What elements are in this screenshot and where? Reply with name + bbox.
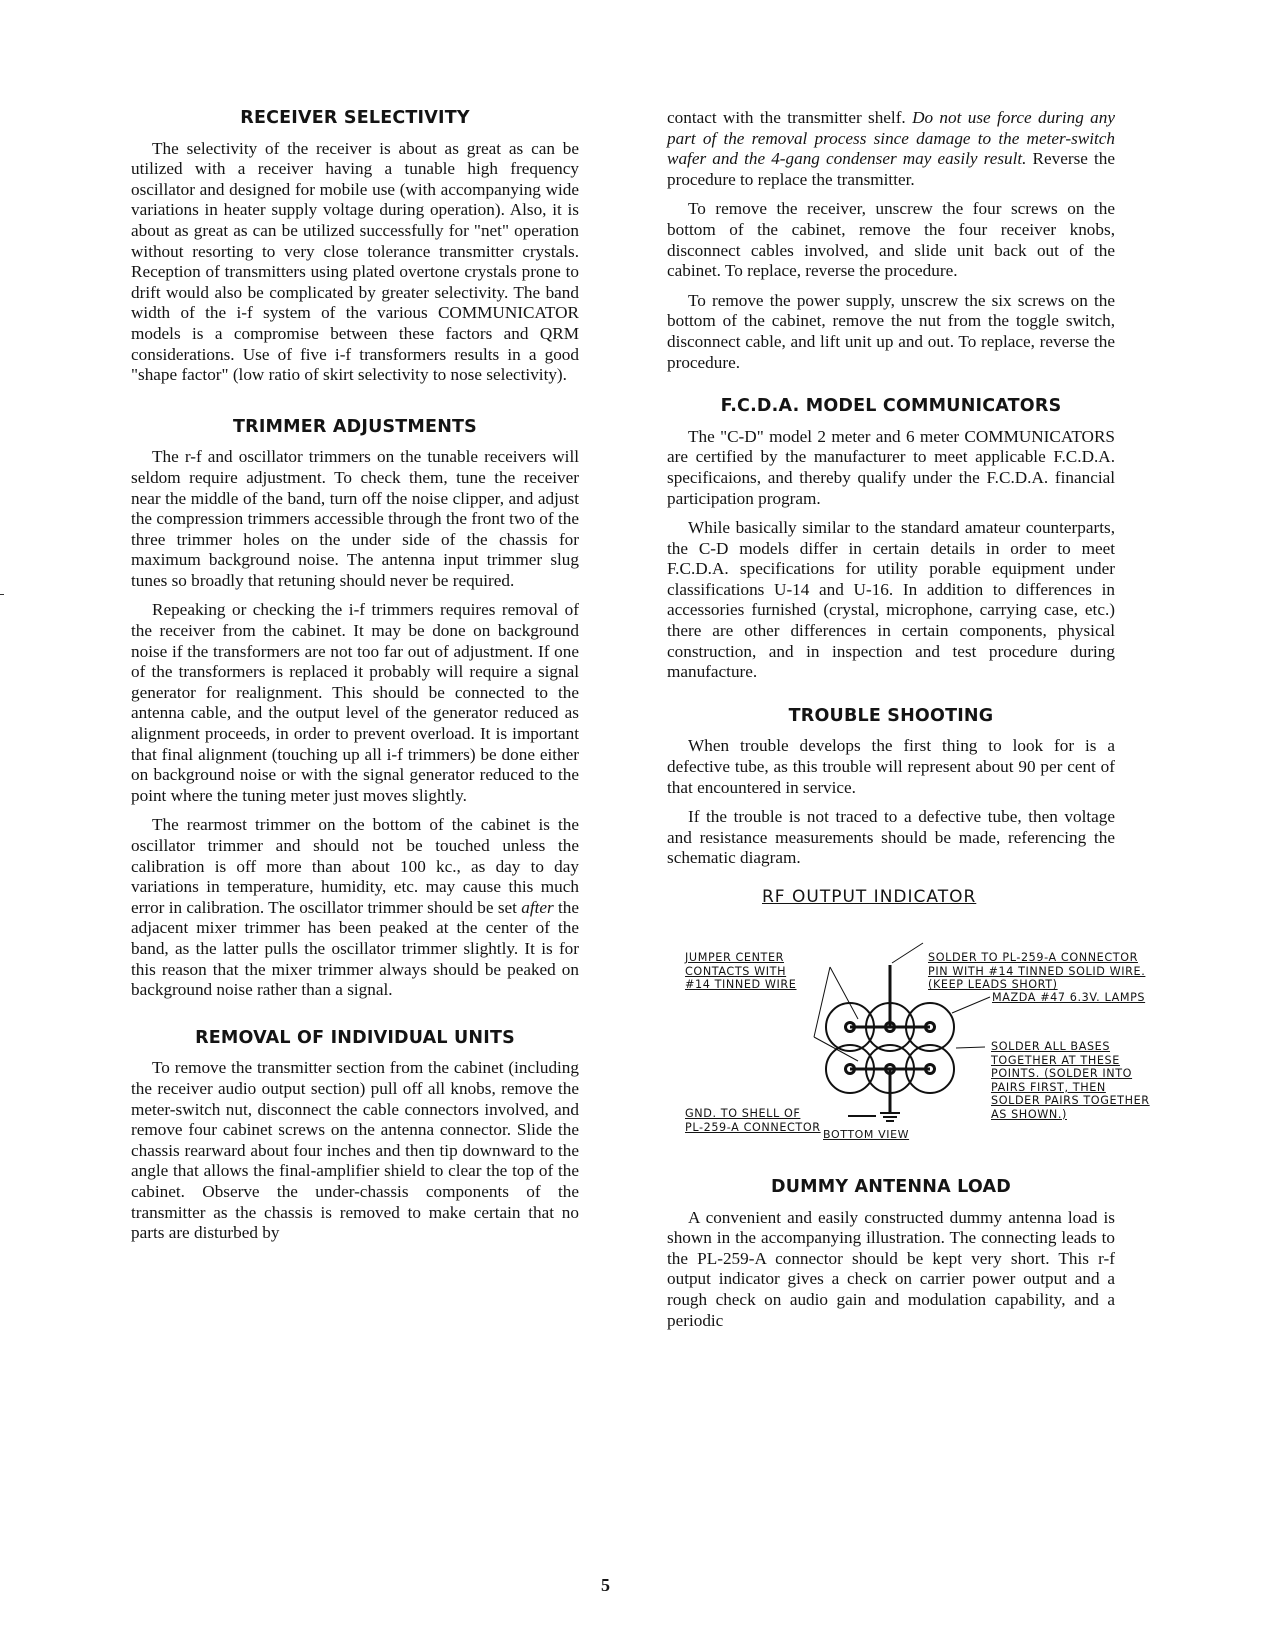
warning-text: Do not use force during any part of the removal process since damage to the meter-switch wafer and the 4-gang condenser may easily result. <box>667 108 1115 169</box>
label-line: JUMPER CENTER <box>685 951 785 964</box>
page-number: 5 <box>601 1575 610 1595</box>
text-span: Reverse the procedure to replace the transmitter. <box>667 149 1115 189</box>
paragraph: If the trouble is not traced to a defective tube, then voltage and resistance measurements should be made, referencing the schematic diagram. <box>667 807 1115 868</box>
label-solder-connector <box>928 951 1145 992</box>
label-line: #14 TINNED WIRE <box>685 978 797 991</box>
paragraph: The selectivity of the receiver is about as great as can be utilized with a receiver having a tunable high frequency oscillator and designed for mobile use (with accompanying wide variations in heater supply voltage during operation). Also, it is about as great as can be utilized successfully for "net" operation without resorting to very close tolerance transmitter crystals. Reception of transmitters using plated overtone crystals prone to drift would also be complicated by greater selectivity. The band width of the i-f system of the various COMMUNICATOR models is a compromise between these factors and QRM considerations. Use of five i-f transformers results in a good "shape factor" (low ratio of skirt selectivity to nose selectivity). <box>131 138 579 385</box>
label-line: POINTS. (SOLDER INTO <box>991 1067 1133 1080</box>
paragraph: The "C-D" model 2 meter and 6 meter COMMUNICATORS are certified by the manufacturer to meet applicable F.C.D.A. specificaions, and thereby qualify under the F.C.D.A. financial participation program. <box>667 426 1115 508</box>
paragraph: The r-f and oscillator trimmers on the tunable receivers will seldom require adjustment. To check them, tune the receiver near the middle of the band, turn off the noise clipper, and adjust the compression trimmers accessible through the front two of the three trimmer holes on the under side of the chassis for maximum background noise. The antenna input trimmer slug tunes so broadly that retuning should never be required. <box>131 447 579 590</box>
heading-receiver-selectivity: RECEIVER SELECTIVITY <box>240 108 470 128</box>
section-removal-continued <box>667 108 1115 373</box>
label-line: PL-259-A CONNECTOR <box>685 1120 821 1134</box>
paragraph: A convenient and easily constructed dummy antenna load is shown in the accompanying illustration. The connecting leads to the PL-259-A connector should be kept very short. This r-f output indicator gives a check on carrier power output and a rough check on audio gain and modulation capability, and a periodic <box>667 1207 1115 1330</box>
paragraph <box>667 108 1115 190</box>
figure-title: RF OUTPUT INDICATOR <box>762 887 977 907</box>
paragraph <box>131 815 579 1000</box>
text-span: The rearmost trimmer on the bottom of the cabinet is the oscillator trimmer and should not be touched unless the calibration is off more than about 100 kc., as day to day variations in temperature, humidity, etc. may cause this much error in calibration. The oscillator trimmer should be set <box>131 815 579 917</box>
paragraph: While basically similar to the standard amateur counterparts, the C-D models differ in certain details in order to meet F.C.D.A. specifications for utility porable equipment under classifications U-14 and U-16. In addition to differences in accessories furnished (crystal, microphone, carrying case, etc.) there are other differences in certain components, physical construction, and in inspection and test procedure during manufacture. <box>667 518 1115 682</box>
section-dummy-antenna <box>667 1177 1115 1331</box>
label-jumper <box>685 951 796 992</box>
scan-margin-mark <box>0 594 4 595</box>
paragraph: To remove the transmitter section from the cabinet (including the receiver audio output section) pull off all knobs, remove the meter-switch nut, disconnect the cable connectors involved, and remove four cabinet screws on the antenna connector. Slide the chassis rearward about four inches and then tip downward to the angle that allows the final-amplifier shield to clear the top of the cabinet. Observe the under-chassis components of the transmitter as the chassis is removed to make certain that no parts are disturbed by <box>131 1058 579 1243</box>
label-line: SOLDER TO PL-259-A CONNECTOR <box>928 951 1138 964</box>
label-line: PIN WITH #14 TINNED SOLID WIRE. <box>928 964 1146 978</box>
heading-fcda-models: F.C.D.A. MODEL COMMUNICATORS <box>720 396 1062 417</box>
label-line: GND. TO SHELL OF <box>685 1107 801 1120</box>
section-fcda-models <box>667 396 1115 683</box>
rf-output-indicator-figure <box>640 887 1150 1147</box>
right-column <box>667 108 1150 1340</box>
label-line: (KEEP LEADS SHORT) <box>928 978 1058 991</box>
text-span: the adjacent mixer trimmer has been peaked at the center of the band, as the latter pulls the oscillator trimmer slightly. It is for this reason that the mixer trimmer always should be peaked on background noise rather than a signal. <box>131 897 580 1000</box>
label-line: PAIRS FIRST, THEN <box>991 1080 1106 1094</box>
text-span: contact with the transmitter shelf. <box>667 108 906 127</box>
section-trimmer-adjustments <box>131 417 579 1001</box>
label-line: TOGETHER AT THESE <box>991 1053 1120 1067</box>
paragraph: Repeaking or checking the i-f trimmers requires removal of the receiver from the cabinet. It may be done on background noise if the transformers are not too far out of adjustment. If one of the transformers is replaced it probably will require a signal generator for realignment. This should be connected to the antenna cable, and the output level of the generator reduced as alignment proceeds, in order to prevent overload. It is important that final alignment (touching up all i-f trimmers) be done either on background noise or with the signal generator reduced to the point where the tuning meter just moves slightly. <box>131 600 579 805</box>
paragraph: When trouble develops the first thing to look for is a defective tube, as this trouble will represent about 90 per cent of that encountered in service. <box>667 736 1115 797</box>
label-lamps: MAZDA #47 6.3V. LAMPS <box>992 991 1146 1004</box>
section-receiver-selectivity <box>131 108 579 386</box>
label-line: SOLDER ALL BASES <box>991 1040 1111 1053</box>
heading-dummy-antenna: DUMMY ANTENNA LOAD <box>771 1177 1011 1197</box>
label-ground <box>685 1107 821 1134</box>
section-removal-of-units <box>131 1028 579 1244</box>
figure-caption: BOTTOM VIEW <box>823 1128 910 1141</box>
left-column <box>131 108 579 1253</box>
label-line: AS SHOWN.) <box>991 1107 1067 1121</box>
label-solder-bases <box>991 1040 1150 1121</box>
heading-removal-of-units: REMOVAL OF INDIVIDUAL UNITS <box>195 1027 515 1048</box>
emphasis-after: after <box>521 897 554 917</box>
heading-trimmer-adjustments: TRIMMER ADJUSTMENTS <box>233 416 477 437</box>
label-line: CONTACTS WITH <box>685 964 787 978</box>
label-line: SOLDER PAIRS TOGETHER <box>991 1094 1150 1107</box>
heading-trouble-shooting: TROUBLE SHOOTING <box>788 705 994 726</box>
paragraph: To remove the power supply, unscrew the six screws on the bottom of the cabinet, remove the nut from the toggle switch, disconnect cable, and lift unit up and out. To replace, reverse the procedure. <box>667 290 1115 372</box>
paragraph: To remove the receiver, unscrew the four screws on the bottom of the cabinet, remove the four receiver knobs, disconnect cables involved, and slide unit back out of the cabinet. To replace, reverse the procedure. <box>667 199 1115 281</box>
section-trouble-shooting <box>667 706 1115 869</box>
